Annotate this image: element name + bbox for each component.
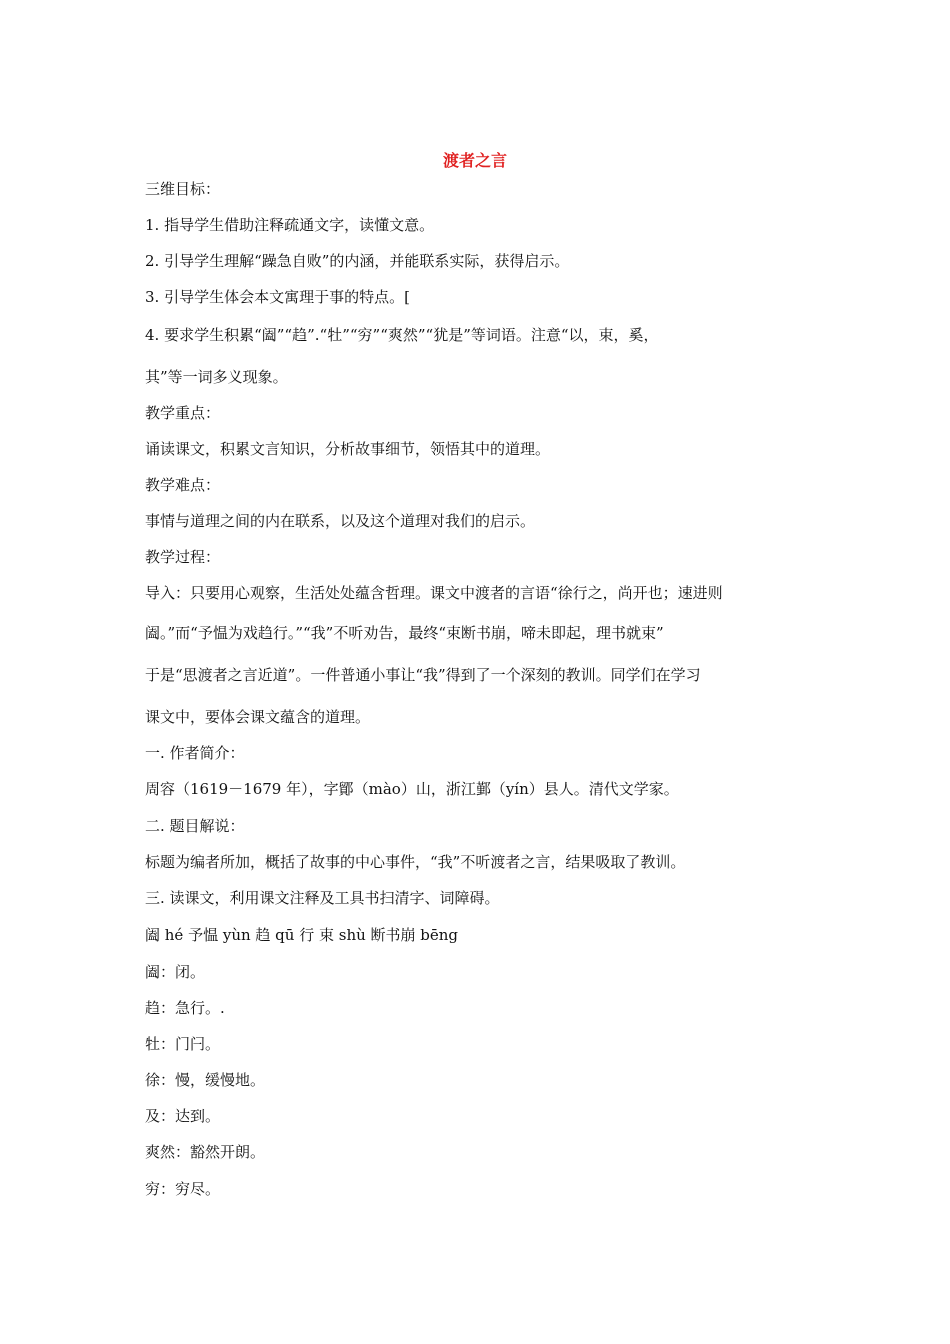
section-heading-difficulties: 教学难点： bbox=[145, 476, 221, 494]
objective-4-line-1: 4. 要求学生积累“阖”“趋”.“牡”“穷”“爽然”“犹是”等词语。注意“以，束，奚， bbox=[145, 326, 659, 344]
section-heading-key-points: 教学重点： bbox=[145, 404, 221, 422]
author-text: 周容（1619－1679 年），字鄮（mào）山，浙江鄞（yín）县人。清代文学家。 bbox=[145, 780, 679, 798]
section-heading-title-explanation: 二. 题目解说： bbox=[145, 817, 245, 835]
objective-2: 2. 引导学生理解“躁急自败”的内涵，并能联系实际，获得启示。 bbox=[145, 252, 570, 270]
gloss-xu: 徐：慢，缓慢地。 bbox=[145, 1071, 266, 1089]
difficulties-text: 事情与道理之间的内在联系，以及这个道理对我们的启示。 bbox=[145, 512, 536, 530]
gloss-shuangran: 爽然：豁然开朗。 bbox=[145, 1143, 266, 1161]
objective-3: 3. 引导学生体会本文寓理于事的特点。[ bbox=[145, 288, 410, 306]
section-heading-author: 一. 作者简介： bbox=[145, 744, 245, 762]
objective-4-line-2: 其”等一词多义现象。 bbox=[145, 368, 288, 386]
document-title: 渡者之言 bbox=[442, 151, 507, 170]
objective-1: 1. 指导学生借助注释疏通文字，读懂文意。 bbox=[145, 216, 435, 234]
section-heading-process: 教学过程： bbox=[145, 548, 221, 566]
intro-line-4: 课文中，要体会课文蕴含的道理。 bbox=[145, 708, 371, 726]
gloss-he: 阖：闭。 bbox=[145, 963, 206, 981]
intro-line-2: 阖。”而“予愠为戏趋行。”“我”不听劝告，最终“束断书崩，啼未即起，理书就束” bbox=[145, 624, 664, 642]
title-explanation-text: 标题为编者所加，概括了故事的中心事件，“我”不听渡者之言，结果吸取了教训。 bbox=[145, 853, 686, 871]
gloss-mu: 牡：门闩。 bbox=[145, 1035, 221, 1053]
gloss-qiong: 穷：穷尽。 bbox=[145, 1180, 221, 1198]
intro-line-1: 导入：只要用心观察，生活处处蕴含哲理。课文中渡者的言语“徐行之，尚开也；速进则 bbox=[145, 584, 723, 602]
gloss-qu: 趋：急行。. bbox=[145, 999, 225, 1017]
key-points-text: 诵读课文，积累文言知识，分析故事细节，领悟其中的道理。 bbox=[145, 440, 551, 458]
section-heading-reading: 三. 读课文，利用课文注释及工具书扫清字、词障碍。 bbox=[145, 889, 500, 907]
section-heading-objectives: 三维目标： bbox=[145, 180, 221, 198]
pronunciation-line: 阖 hé 予愠 yùn 趋 qū 行 束 shù 断书崩 bēng bbox=[145, 926, 459, 944]
gloss-ji: 及：达到。 bbox=[145, 1107, 221, 1125]
intro-line-3: 于是“思渡者之言近道”。一件普通小事让“我”得到了一个深刻的教训。同学们在学习 bbox=[145, 666, 701, 684]
